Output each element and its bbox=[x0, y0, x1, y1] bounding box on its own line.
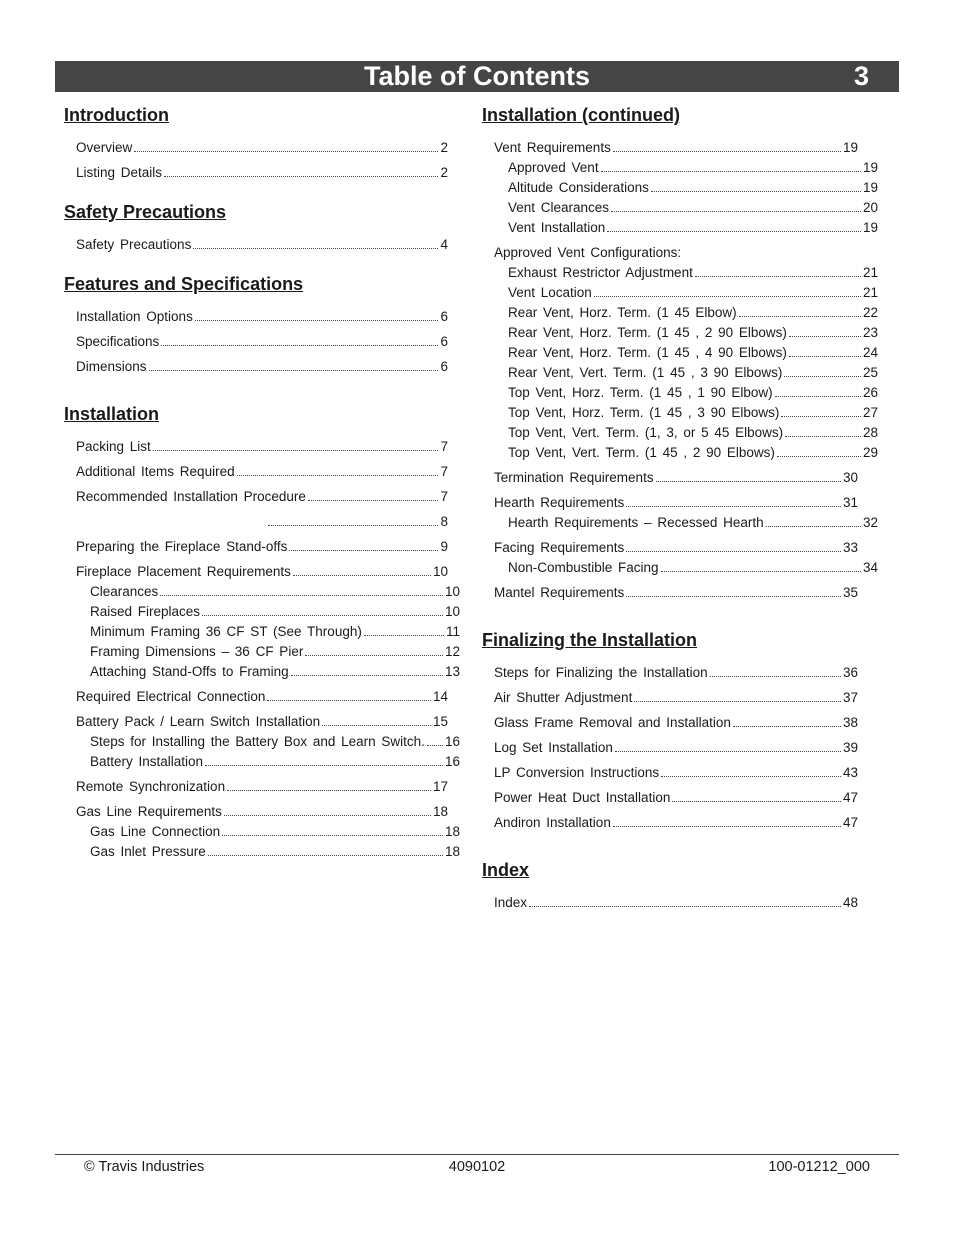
toc-entry[interactable] bbox=[64, 602, 460, 622]
toc-entry-page-number: 10 bbox=[432, 564, 448, 579]
toc-entry[interactable] bbox=[482, 713, 878, 733]
toc-entry-page-number: 47 bbox=[842, 790, 858, 805]
dot-leader bbox=[789, 323, 861, 337]
toc-entry-page-number: 6 bbox=[440, 309, 448, 324]
dot-leader bbox=[153, 437, 439, 451]
toc-entry-label: Gas Line Requirements bbox=[76, 804, 222, 819]
toc-entry-page-number: 25 bbox=[862, 365, 878, 380]
section-heading[interactable]: Index bbox=[482, 860, 530, 880]
toc-entry-label: Fireplace Placement Requirements bbox=[76, 564, 291, 579]
dot-leader bbox=[710, 663, 841, 677]
toc-section-finalizing-the-installation bbox=[482, 629, 878, 833]
toc-entry-page-number: 35 bbox=[842, 585, 858, 600]
toc-entry[interactable] bbox=[64, 582, 460, 602]
dot-leader bbox=[308, 487, 439, 501]
toc-entry[interactable] bbox=[482, 198, 878, 218]
toc-entry-list bbox=[482, 663, 878, 833]
toc-section-index bbox=[482, 859, 878, 913]
toc-entry-page-number: 13 bbox=[444, 664, 460, 679]
toc-entry[interactable] bbox=[64, 662, 460, 682]
toc-entry[interactable] bbox=[64, 487, 460, 507]
dot-leader bbox=[626, 583, 841, 597]
toc-entry-list bbox=[482, 893, 878, 913]
toc-entry-page-number: 16 bbox=[444, 754, 460, 769]
toc-entry-label: Air Shutter Adjustment bbox=[494, 690, 633, 705]
toc-entry[interactable] bbox=[482, 583, 878, 603]
toc-entry-page-number: 39 bbox=[842, 740, 858, 755]
toc-entry[interactable] bbox=[64, 537, 460, 557]
toc-entry-page-number: 19 bbox=[862, 160, 878, 175]
dot-leader bbox=[775, 383, 861, 397]
toc-entry-page-number: 18 bbox=[444, 824, 460, 839]
toc-entry[interactable] bbox=[482, 323, 878, 343]
toc-entry-page-number: 17 bbox=[432, 779, 448, 794]
section-heading[interactable]: Features and Specifications bbox=[64, 274, 304, 294]
toc-entry-label: Listing Details bbox=[76, 165, 163, 180]
toc-entry[interactable] bbox=[482, 763, 878, 783]
dot-leader bbox=[293, 562, 431, 576]
section-heading[interactable]: Installation bbox=[64, 404, 160, 424]
toc-entry[interactable] bbox=[64, 822, 460, 842]
toc-entry-page-number: 10 bbox=[444, 584, 460, 599]
dot-leader bbox=[224, 802, 431, 816]
toc-entry[interactable] bbox=[482, 538, 878, 558]
toc-entry[interactable] bbox=[482, 283, 878, 303]
footer-document-number: 4090102 bbox=[448, 1159, 506, 1175]
dot-leader bbox=[322, 712, 431, 726]
toc-entry-page-number: 24 bbox=[862, 345, 878, 360]
toc-entry-label: Gas Line Connection bbox=[90, 824, 221, 839]
dot-leader bbox=[291, 662, 443, 676]
toc-entry-list bbox=[64, 235, 460, 255]
toc-entry-page-number: 6 bbox=[440, 359, 448, 374]
toc-entry-page-number: 19 bbox=[842, 140, 858, 155]
dot-leader bbox=[607, 218, 861, 232]
toc-entry-label: Top Vent, Vert. Term. (1, 3, or 5 45 Elbows) bbox=[508, 425, 784, 440]
dot-leader bbox=[205, 752, 443, 766]
toc-entry[interactable] bbox=[64, 357, 460, 377]
toc-entry[interactable] bbox=[64, 752, 460, 772]
page-title: Table of Contents bbox=[364, 61, 590, 91]
toc-entry[interactable] bbox=[64, 732, 460, 752]
dot-leader bbox=[661, 763, 841, 777]
toc-entry-page-number: 37 bbox=[842, 690, 858, 705]
toc-entry-page-number: 20 bbox=[862, 200, 878, 215]
dot-leader bbox=[193, 235, 438, 249]
toc-entry-label: Approved Vent bbox=[508, 160, 599, 175]
toc-entry-label: Steps for Finalizing the Installation bbox=[494, 665, 708, 680]
toc-entry-page-number: 22 bbox=[862, 305, 878, 320]
toc-entry[interactable] bbox=[482, 138, 878, 158]
toc-entry[interactable] bbox=[64, 437, 460, 457]
toc-entry-page-number: 19 bbox=[862, 220, 878, 235]
toc-entry-label: Preparing the Fireplace Stand-offs bbox=[76, 539, 288, 554]
toc-entry-label: Recommended Installation Procedure bbox=[76, 489, 306, 504]
toc-entry[interactable] bbox=[482, 813, 878, 833]
toc-entry-page-number: 30 bbox=[842, 470, 858, 485]
toc-entry-list bbox=[64, 307, 460, 377]
toc-entry[interactable] bbox=[482, 738, 878, 758]
toc-right-column bbox=[482, 104, 878, 913]
dot-leader bbox=[626, 493, 841, 507]
toc-entry-list bbox=[482, 138, 878, 603]
dot-leader bbox=[615, 738, 841, 752]
toc-entry-label: Exhaust Restrictor Adjustment bbox=[508, 265, 693, 280]
page-number: 3 bbox=[853, 61, 869, 91]
toc-entry-page-number: 19 bbox=[862, 180, 878, 195]
toc-entry[interactable] bbox=[64, 307, 460, 327]
toc-entry-label: Attaching Stand-Offs to Framing bbox=[90, 664, 289, 679]
toc-entry[interactable] bbox=[482, 263, 878, 283]
toc-entry[interactable] bbox=[64, 332, 460, 352]
toc-entry[interactable] bbox=[64, 622, 460, 642]
toc-entry-page-number: 21 bbox=[862, 285, 878, 300]
toc-entry-label: Clearances bbox=[90, 584, 159, 599]
toc-entry-label: Battery Installation bbox=[90, 754, 204, 769]
section-heading[interactable]: Installation (continued) bbox=[482, 105, 680, 125]
toc-entry-page-number: 14 bbox=[432, 689, 448, 704]
dot-leader bbox=[268, 512, 438, 526]
toc-entry[interactable] bbox=[64, 687, 460, 707]
toc-entry-label: Vent Requirements bbox=[494, 140, 611, 155]
toc-entry-page-number: 15 bbox=[432, 714, 448, 729]
toc-entry-page-number: 23 bbox=[862, 325, 878, 340]
toc-entry[interactable] bbox=[64, 138, 460, 158]
toc-entry-label: Vent Installation bbox=[508, 220, 606, 235]
dot-leader bbox=[777, 443, 861, 457]
toc-entry-label: Rear Vent, Horz. Term. (1 45 Elbow) bbox=[508, 305, 737, 320]
dot-leader bbox=[611, 198, 861, 212]
toc-entry-page-number: 34 bbox=[862, 560, 878, 575]
toc-entry[interactable] bbox=[482, 893, 878, 913]
toc-entry-page-number: 48 bbox=[842, 895, 858, 910]
dot-leader bbox=[733, 713, 841, 727]
toc-entry[interactable] bbox=[64, 512, 460, 532]
section-heading[interactable]: Finalizing the Installation bbox=[482, 630, 698, 650]
toc-entry-label: Additional Items Required bbox=[76, 464, 235, 479]
section-heading[interactable]: Introduction bbox=[64, 105, 169, 125]
toc-entry-page-number: 8 bbox=[440, 514, 448, 529]
toc-entry-page-number: 9 bbox=[440, 539, 448, 554]
dot-leader bbox=[789, 343, 861, 357]
dot-leader bbox=[305, 642, 443, 656]
toc-entry-label: Gas Inlet Pressure bbox=[90, 844, 206, 859]
toc-entry-label: Mantel Requirements bbox=[494, 585, 625, 600]
toc-entry-page-number: 6 bbox=[440, 334, 448, 349]
footer-copyright: © Travis Industries bbox=[84, 1159, 205, 1175]
toc-entry[interactable] bbox=[64, 642, 460, 662]
toc-entry[interactable] bbox=[482, 788, 878, 808]
dot-leader bbox=[222, 822, 443, 836]
section-heading[interactable]: Safety Precautions bbox=[64, 202, 227, 222]
dot-leader bbox=[661, 558, 861, 572]
dot-leader bbox=[739, 303, 861, 317]
toc-entry-label: Top Vent, Vert. Term. (1 45 , 2 90 Elbows) bbox=[508, 445, 775, 460]
toc-entry[interactable] bbox=[64, 802, 460, 822]
dot-leader bbox=[656, 468, 841, 482]
toc-entry[interactable] bbox=[482, 663, 878, 683]
dot-leader bbox=[613, 138, 841, 152]
toc-section-safety-precautions bbox=[64, 201, 460, 255]
toc-entry-page-number: 18 bbox=[444, 844, 460, 859]
toc-entry-page-number: 32 bbox=[862, 515, 878, 530]
toc-entry-label: Glass Frame Removal and Installation bbox=[494, 715, 731, 730]
toc-entry-page-number: 4 bbox=[440, 237, 448, 252]
toc-entry-page-number: 28 bbox=[862, 425, 878, 440]
toc-entry[interactable] bbox=[482, 303, 878, 323]
toc-entry[interactable] bbox=[64, 842, 460, 862]
toc-entry-page-number: 29 bbox=[862, 445, 878, 460]
toc-entry[interactable] bbox=[64, 235, 460, 255]
dot-leader bbox=[427, 732, 443, 746]
toc-entry-page-number: 7 bbox=[440, 439, 448, 454]
toc-entry-label: Log Set Installation bbox=[494, 740, 613, 755]
dot-leader bbox=[784, 363, 861, 377]
toc-entry-label: Minimum Framing 36 CF ST (See Through) bbox=[90, 624, 362, 639]
toc-entry-label: Hearth Requirements – Recessed Hearth bbox=[508, 515, 764, 530]
toc-entry[interactable] bbox=[64, 163, 460, 183]
dot-leader bbox=[634, 688, 841, 702]
toc-entry-label: Vent Location bbox=[508, 285, 592, 300]
footer-part-number: 100-01212_000 bbox=[768, 1159, 870, 1175]
toc-entry-label: Overview bbox=[76, 140, 133, 155]
toc-entry-list bbox=[64, 437, 460, 862]
toc-entry[interactable] bbox=[482, 383, 878, 403]
toc-entry-page-number: 10 bbox=[444, 604, 460, 619]
toc-left-column bbox=[64, 104, 460, 862]
toc-entry[interactable] bbox=[64, 712, 460, 732]
toc-entry-label: Vent Clearances bbox=[508, 200, 610, 215]
toc-entry-label: Dimensions bbox=[76, 359, 147, 374]
toc-entry-label: Hearth Requirements bbox=[494, 495, 625, 510]
toc-entry-label: Framing Dimensions – 36 CF Pier bbox=[90, 644, 304, 659]
toc-entry[interactable] bbox=[482, 493, 878, 513]
toc-entry-page-number: 47 bbox=[842, 815, 858, 830]
toc-entry[interactable] bbox=[64, 462, 460, 482]
dot-leader bbox=[672, 788, 841, 802]
toc-entry-page-number: 31 bbox=[842, 495, 858, 510]
toc-entry-label: Rear Vent, Vert. Term. (1 45 , 3 90 Elbows) bbox=[508, 365, 783, 380]
toc-entry-label: Index bbox=[494, 895, 528, 910]
toc-entry-page-number: 38 bbox=[842, 715, 858, 730]
dot-leader bbox=[695, 263, 861, 277]
toc-entry[interactable] bbox=[482, 403, 878, 423]
toc-entry-page-number: 43 bbox=[842, 765, 858, 780]
toc-entry[interactable] bbox=[482, 468, 878, 488]
toc-entry-list bbox=[64, 138, 460, 183]
toc-entry[interactable] bbox=[482, 423, 878, 443]
toc-entry-label: Altitude Considerations bbox=[508, 180, 649, 195]
dot-leader bbox=[134, 138, 438, 152]
toc-entry-label: Safety Precautions bbox=[76, 237, 192, 252]
toc-entry-label: Andiron Installation bbox=[494, 815, 611, 830]
toc-entry[interactable] bbox=[64, 562, 460, 582]
toc-section-introduction bbox=[64, 104, 460, 183]
toc-entry-label: Battery Pack / Learn Switch Installation bbox=[76, 714, 321, 729]
dot-leader bbox=[164, 163, 438, 177]
dot-leader bbox=[202, 602, 443, 616]
dot-leader bbox=[160, 582, 443, 596]
title-bar bbox=[55, 61, 899, 92]
dot-leader bbox=[529, 893, 841, 907]
toc-entry-page-number: 11 bbox=[445, 624, 460, 639]
toc-entry-label: LP Conversion Instructions bbox=[494, 765, 660, 780]
dot-leader bbox=[613, 813, 841, 827]
toc-entry-label: Required Electrical Connection bbox=[76, 689, 266, 704]
toc-entry-label: Non-Combustible Facing bbox=[508, 560, 659, 575]
dot-leader bbox=[195, 307, 439, 321]
toc-entry-page-number: 36 bbox=[842, 665, 858, 680]
toc-entry-label: Top Vent, Horz. Term. (1 45 , 3 90 Elbows) bbox=[508, 405, 780, 420]
toc-entry-page-number: 2 bbox=[440, 165, 448, 180]
toc-entry[interactable] bbox=[64, 777, 460, 797]
toc-entry-label: Specifications bbox=[76, 334, 160, 349]
toc-entry[interactable] bbox=[482, 558, 878, 578]
dot-leader bbox=[781, 403, 861, 417]
dot-leader bbox=[161, 332, 438, 346]
toc-entry-page-number: 7 bbox=[440, 489, 448, 504]
toc-entry[interactable] bbox=[482, 363, 878, 383]
toc-entry[interactable] bbox=[482, 513, 878, 533]
dot-leader bbox=[626, 538, 841, 552]
dot-leader bbox=[208, 842, 443, 856]
toc-section-features-and-specifications bbox=[64, 273, 460, 377]
toc-section-installation bbox=[64, 403, 460, 862]
toc-entry-label: Packing List bbox=[76, 439, 151, 454]
dot-leader bbox=[227, 777, 431, 791]
toc-entry[interactable] bbox=[482, 218, 878, 238]
dot-leader bbox=[364, 622, 444, 636]
toc-entry-label: Raised Fireplaces bbox=[90, 604, 201, 619]
toc-entry-page-number: 26 bbox=[862, 385, 878, 400]
toc-entry-page-number: 33 bbox=[842, 540, 858, 555]
toc-entry-page-number: 2 bbox=[440, 140, 448, 155]
dot-leader bbox=[651, 178, 861, 192]
toc-entry-label: Remote Synchronization bbox=[76, 779, 226, 794]
dot-leader bbox=[289, 537, 438, 551]
toc-entry-label: Rear Vent, Horz. Term. (1 45 , 4 90 Elbows) bbox=[508, 345, 787, 360]
toc-entry-label: Approved Vent Configurations: bbox=[494, 245, 682, 260]
toc-entry-page-number: 7 bbox=[440, 464, 448, 479]
toc-entry-label: Installation Options bbox=[76, 309, 193, 324]
toc-entry-label: Rear Vent, Horz. Term. (1 45 , 2 90 Elbows) bbox=[508, 325, 787, 340]
toc-section-installation-continued bbox=[482, 104, 878, 603]
toc-entry-label: Termination Requirements bbox=[494, 470, 654, 485]
toc-entry-page-number: 21 bbox=[862, 265, 878, 280]
toc-entry[interactable] bbox=[482, 243, 878, 263]
dot-leader bbox=[237, 462, 439, 476]
dot-leader bbox=[785, 423, 861, 437]
toc-entry-label: Facing Requirements bbox=[494, 540, 625, 555]
toc-entry-label: Top Vent, Horz. Term. (1 45 , 1 90 Elbow) bbox=[508, 385, 773, 400]
toc-entry-page-number: 27 bbox=[862, 405, 878, 420]
dot-leader bbox=[601, 158, 861, 172]
dot-leader bbox=[594, 283, 861, 297]
toc-entry-label: Power Heat Duct Installation bbox=[494, 790, 671, 805]
toc-entry-page-number: 18 bbox=[432, 804, 448, 819]
toc-entry[interactable] bbox=[482, 178, 878, 198]
toc-entry-page-number: 16 bbox=[444, 734, 460, 749]
dot-leader bbox=[766, 513, 861, 527]
page-footer bbox=[55, 1154, 899, 1177]
toc-entry[interactable] bbox=[482, 158, 878, 178]
toc-entry[interactable] bbox=[482, 343, 878, 363]
dot-leader bbox=[149, 357, 439, 371]
toc-entry[interactable] bbox=[482, 688, 878, 708]
toc-entry-label: Steps for Installing the Battery Box and Learn Switch. bbox=[90, 734, 425, 749]
toc-entry[interactable] bbox=[482, 443, 878, 463]
toc-entry-page-number: 12 bbox=[444, 644, 460, 659]
dot-leader bbox=[267, 687, 431, 701]
